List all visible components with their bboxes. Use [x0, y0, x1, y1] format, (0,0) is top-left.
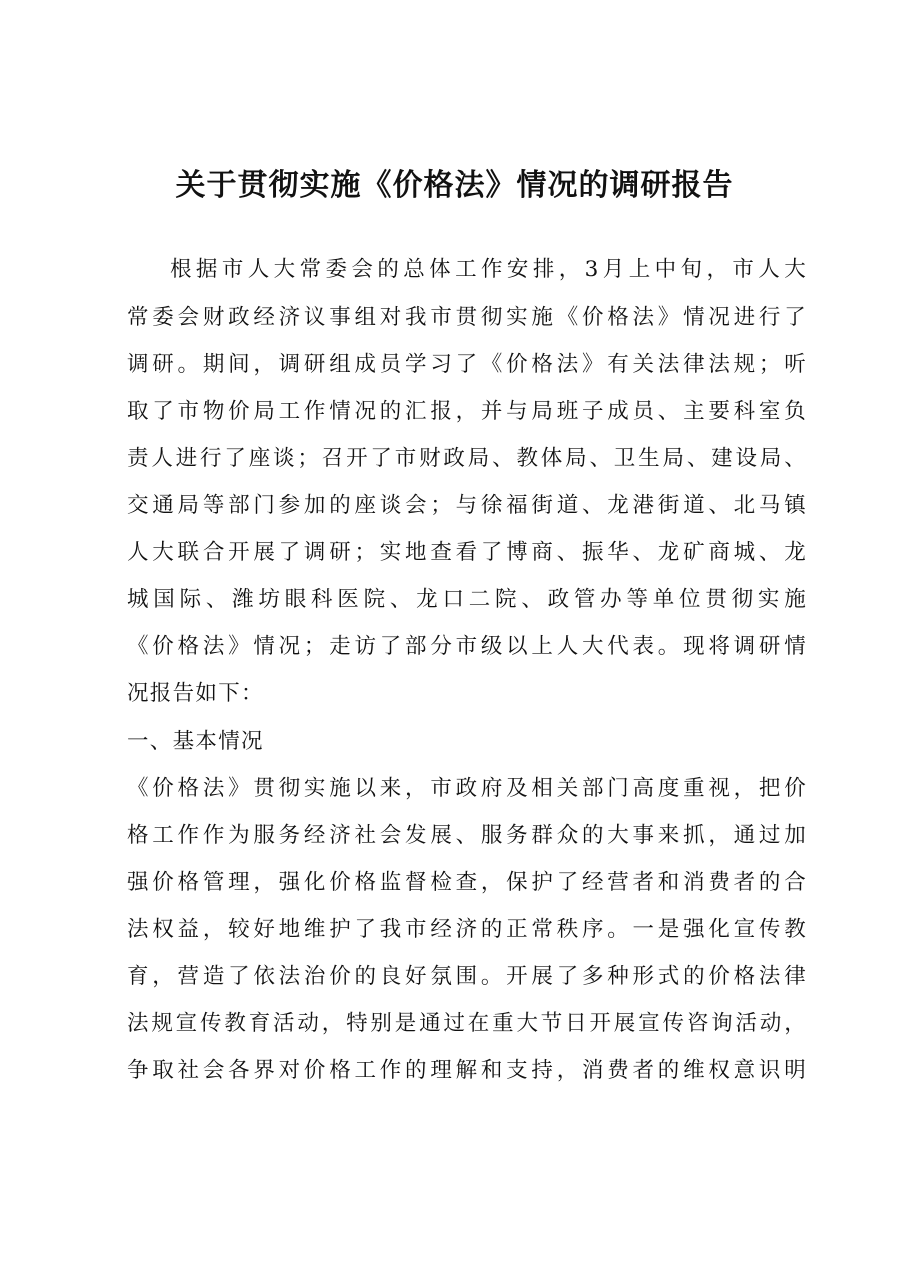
- paragraph-line: 法规宣传教育活动，特别是通过在重大节日开展宣传咨询活动，: [127, 1011, 807, 1036]
- paragraph-line: 根据市人大常委会的总体工作安排，3月上中旬，市人大: [170, 257, 807, 282]
- paragraph-line: 法权益，较好地维护了我市经济的正常秩序。一是强化宣传教: [127, 917, 807, 942]
- paragraph-line: 况报告如下：: [127, 681, 264, 706]
- paragraph-line: 交通局等部门参加的座谈会；与徐福街道、龙港街道、北马镇: [127, 493, 807, 518]
- paragraph-line: 城国际、潍坊眼科医院、龙口二院、政管办等单位贯彻实施: [127, 587, 807, 612]
- paragraph-line: 《价格法》情况；走访了部分市级以上人大代表。现将调研情: [127, 634, 807, 659]
- document-title: 关于贯彻实施《价格法》情况的调研报告: [175, 168, 734, 203]
- paragraph-line: 格工作作为服务经济社会发展、服务群众的大事来抓，通过加: [127, 823, 807, 848]
- paragraph-line: 责人进行了座谈；召开了市财政局、教体局、卫生局、建设局、: [127, 446, 807, 471]
- paragraph-line: 人大联合开展了调研；实地查看了博商、振华、龙矿商城、龙: [127, 540, 807, 565]
- section-heading: 一、基本情况: [127, 729, 264, 754]
- paragraph-line: 取了市物价局工作情况的汇报，并与局班子成员、主要科室负: [127, 399, 807, 424]
- paragraph-line: 《价格法》贯彻实施以来，市政府及相关部门高度重视，把价: [127, 776, 807, 801]
- paragraph-line: 调研。期间，调研组成员学习了《价格法》有关法律法规；听: [127, 352, 807, 377]
- paragraph-line: 常委会财政经济议事组对我市贯彻实施《价格法》情况进行了: [127, 305, 807, 330]
- paragraph-line: 争取社会各界对价格工作的理解和支持，消费者的维权意识明: [127, 1058, 807, 1083]
- paragraph-line: 强价格管理，强化价格监督检查，保护了经营者和消费者的合: [127, 870, 807, 895]
- paragraph-line: 育，营造了依法治价的良好氛围。开展了多种形式的价格法律: [127, 964, 807, 989]
